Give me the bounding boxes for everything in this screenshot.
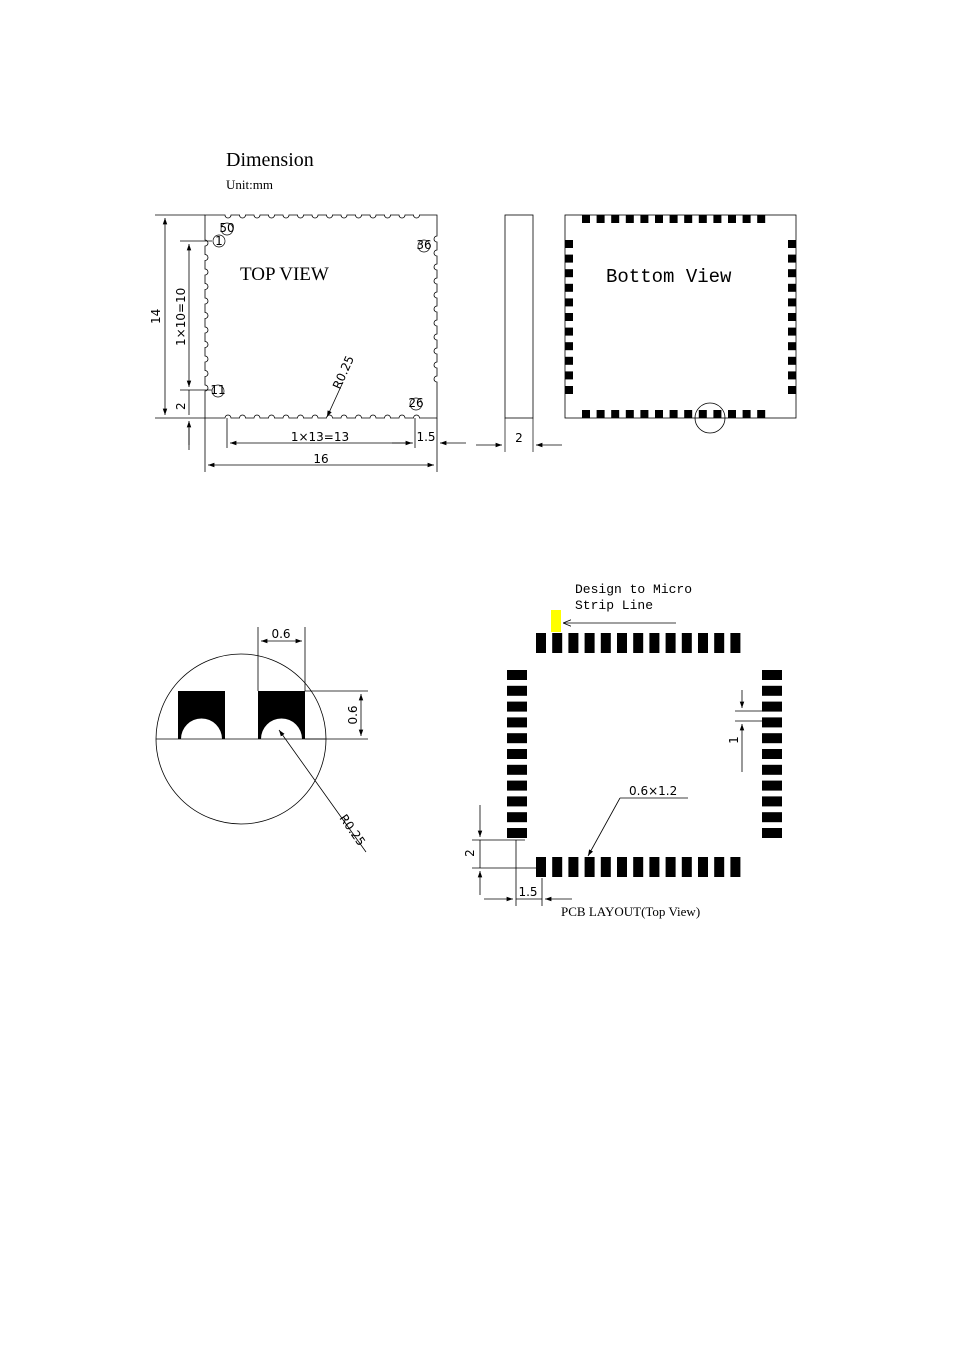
bottom-pad (597, 215, 605, 223)
pcb-pad (507, 670, 527, 680)
bottom-pad (670, 410, 678, 418)
bottom-pad (684, 410, 692, 418)
bottom-pad (788, 342, 796, 350)
bottom-pad (728, 410, 736, 418)
pcb-pad (507, 828, 527, 838)
pin-mark-50 (219, 221, 234, 235)
detail-radius: R0.25 (336, 811, 369, 849)
unit-label: Unit:mm (226, 177, 273, 192)
pcb-pad (568, 857, 578, 877)
top-view-castellated-edge (205, 215, 437, 418)
pcb-pad (552, 633, 562, 653)
pcb-pad (762, 686, 782, 696)
pcb-pad (507, 781, 527, 791)
pcb-pad (568, 633, 578, 653)
bottom-pad (788, 313, 796, 321)
pcb-pad (617, 857, 627, 877)
pin-mark-11 (210, 383, 225, 397)
top-height-dim: 14 (149, 308, 163, 324)
bottom-pad (788, 328, 796, 336)
bottom-pad (728, 215, 736, 223)
bottom-pad (565, 313, 573, 321)
pcb-pad (730, 857, 740, 877)
bottom-pad (565, 284, 573, 292)
top-view-label: TOP VIEW (240, 264, 329, 285)
detail-pad-width: 0.6 (271, 627, 291, 641)
top-pitch-side-dim: 1×10=10 (174, 287, 188, 346)
bottom-pad (565, 328, 573, 336)
pad-detail (156, 627, 368, 852)
pcb-pad (552, 857, 562, 877)
pcb-pad (762, 765, 782, 775)
pcb-pad (507, 765, 527, 775)
pcb-pad (507, 702, 527, 712)
bottom-pad (655, 215, 663, 223)
side-thickness-dim: 2 (515, 431, 523, 445)
pcb-pad (617, 633, 627, 653)
pcb-pad (649, 857, 659, 877)
pin-mark-36 (416, 238, 431, 252)
bottom-view (565, 215, 796, 433)
bottom-pad (788, 371, 796, 379)
svg-text:26: 26 (408, 396, 424, 410)
pcb-pad (507, 749, 527, 759)
pcb-pad (507, 686, 527, 696)
pcb-pad (714, 857, 724, 877)
bottom-pad (626, 215, 634, 223)
pcb-pad (507, 812, 527, 822)
pcb-pad (666, 857, 676, 877)
micro-strip-note-line1: Design to Micro (575, 582, 693, 597)
pcb-pad (585, 857, 595, 877)
pcb-pad (698, 857, 708, 877)
side-view (476, 215, 562, 452)
pcb-pad (507, 717, 527, 727)
bottom-pad (597, 410, 605, 418)
pcb-pad (698, 633, 708, 653)
top-width-dim: 16 (313, 452, 329, 466)
pcb-pad (633, 857, 643, 877)
bottom-pad (757, 215, 765, 223)
detail-pad-left (178, 691, 225, 739)
bottom-pad (684, 215, 692, 223)
svg-text:11: 11 (210, 383, 226, 397)
bottom-pad (788, 255, 796, 263)
pcb-pad (682, 633, 692, 653)
pcb-layout-pads (507, 633, 782, 877)
pcb-pad (507, 733, 527, 743)
pcb-pad (714, 633, 724, 653)
bottom-pad (565, 386, 573, 394)
pcb-pad-size: 0.6×1.2 (629, 784, 678, 798)
bottom-pad (582, 410, 590, 418)
pcb-pad (762, 670, 782, 680)
bottom-pad (565, 371, 573, 379)
bottom-pad (565, 240, 573, 248)
bottom-pad (699, 215, 707, 223)
bottom-pad (788, 240, 796, 248)
pin-mark-1 (213, 234, 225, 248)
bottom-pad (788, 284, 796, 292)
bottom-pad (565, 255, 573, 263)
bottom-pad (713, 410, 721, 418)
bottom-pad (713, 215, 721, 223)
pcb-pad (601, 633, 611, 653)
pcb-pad (762, 733, 782, 743)
pcb-pad (682, 857, 692, 877)
pcb-pad (730, 633, 740, 653)
dimension-title: Dimension (226, 149, 314, 171)
svg-text:36: 36 (416, 238, 432, 252)
pcb-offset-dim: 2 (463, 849, 477, 857)
bottom-pad (626, 410, 634, 418)
top-view (149, 215, 466, 472)
pcb-pad (762, 812, 782, 822)
pcb-pad (633, 633, 643, 653)
pcb-pad (762, 749, 782, 759)
pin-mark-26 (408, 396, 423, 410)
bottom-pad (788, 269, 796, 277)
pcb-pad (536, 633, 546, 653)
pcb-pad (762, 828, 782, 838)
bottom-pad (788, 386, 796, 394)
micro-strip-pad-highlight (551, 610, 561, 632)
pcb-pad (762, 717, 782, 727)
bottom-pad (788, 357, 796, 365)
pcb-pitch-dim: 1 (727, 736, 741, 744)
top-edge-dim: 1.5 (416, 430, 436, 444)
top-radius-label: R0.25 (329, 353, 358, 392)
pcb-pad (666, 633, 676, 653)
bottom-pad (655, 410, 663, 418)
svg-text:50: 50 (219, 221, 235, 235)
bottom-pad (611, 410, 619, 418)
pcb-edge-dim: 1.5 (518, 885, 538, 899)
pcb-layout (463, 582, 782, 919)
pcb-pad (762, 796, 782, 806)
bottom-view-label: Bottom View (606, 266, 732, 288)
top-pitch-bottom-dim: 1×13=13 (290, 430, 350, 444)
pcb-pad (649, 633, 659, 653)
bottom-pad (757, 410, 765, 418)
top-bottom-dimensions (205, 418, 466, 472)
pcb-pad (536, 857, 546, 877)
pcb-pad (762, 781, 782, 791)
top-view-outline (205, 215, 437, 418)
pcb-pad (585, 633, 595, 653)
pcb-pad (601, 857, 611, 877)
bottom-pad (640, 410, 648, 418)
bottom-view-pads (565, 215, 796, 418)
detail-pad-right (258, 691, 305, 739)
micro-strip-note-line2: Strip Line (575, 598, 654, 613)
pcb-pad (507, 796, 527, 806)
bottom-pad (699, 410, 707, 418)
detail-pad-height: 0.6 (346, 705, 360, 725)
bottom-pad (565, 298, 573, 306)
bottom-pad (743, 410, 751, 418)
svg-text:1: 1 (215, 234, 223, 248)
bottom-pad (670, 215, 678, 223)
top-offset-dim: 2 (174, 402, 188, 410)
bottom-pad (788, 298, 796, 306)
bottom-pad (611, 215, 619, 223)
bottom-pad (743, 215, 751, 223)
bottom-pad (565, 269, 573, 277)
bottom-pad (640, 215, 648, 223)
bottom-pad (565, 342, 573, 350)
pcb-pad (762, 702, 782, 712)
bottom-pad (565, 357, 573, 365)
bottom-pad (582, 215, 590, 223)
pcb-layout-caption: PCB LAYOUT(Top View) (561, 904, 701, 919)
